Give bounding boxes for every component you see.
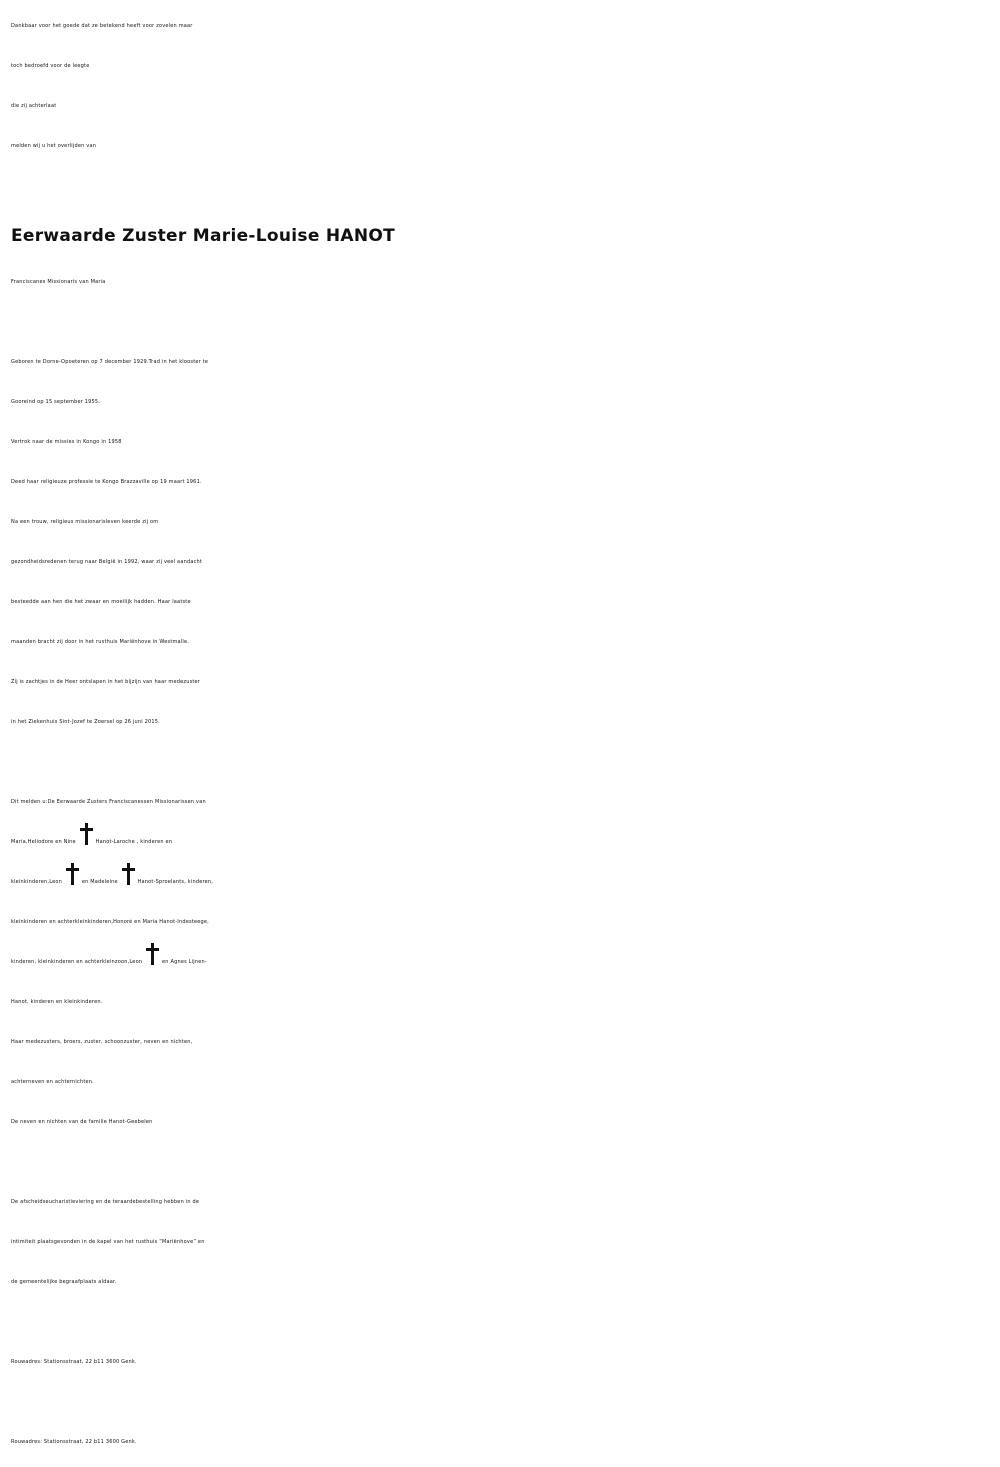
- spacer: [11, 1302, 1000, 1342]
- intro-line: melden wij u het overlijden van: [11, 143, 97, 149]
- cross-icon: [146, 943, 158, 965]
- cross-icon: [122, 863, 134, 885]
- biography-line: Deed haar religieuze professie te Kongo Brazzaville op 19 maart 1961.: [11, 479, 202, 485]
- deceased-name: Eerwaarde Zuster Marie-Louise HANOT: [11, 226, 396, 246]
- family-line: De neven en nichten van de familie Hanot-Geebelen: [11, 1119, 153, 1125]
- biography-line: in het Ziekenhuis Sint-Jozef te Zoersel op 26 juni 2015.: [11, 719, 160, 725]
- biography-line: Geboren te Dorne-Opoeteren op 7 december 1929.Trad in het klooster te: [11, 359, 209, 365]
- biography-line: Gooreind op 15 september 1955.: [11, 399, 101, 405]
- ceremony-block: [11, 1182, 1000, 1302]
- congregation: Franciscanes Missionaris van Maria: [11, 279, 106, 285]
- biography-line: maanden bracht zij door in het rusthuis Mariënhove in Westmalle.: [11, 639, 190, 645]
- family-block: [11, 782, 1000, 1142]
- spacer: [11, 302, 1000, 342]
- family-line: Haar medezusters, broers, zuster, schoonzuster, neven en nichten,: [11, 1039, 193, 1045]
- intro-line: toch bedroefd voor de leegte: [11, 63, 90, 69]
- intro-line: Dankbaar voor het goede dat ze betekend heeft voor zovelen maar: [11, 23, 193, 29]
- family-line: Dit melden u:De Eerwaarde Zusters Franciscanessen Missionarissen van: [11, 799, 206, 805]
- family-text: Maria,Heliodore en Nine: [11, 839, 76, 845]
- family-text: en Agnes Lijnen-: [162, 959, 207, 965]
- cross-icon: [80, 823, 92, 845]
- family-text: en Madeleine: [81, 879, 118, 885]
- mourning-address: Rouwadres: Stationsstraat, 22 b11 3600 Genk.: [11, 1359, 137, 1365]
- family-text: kinderen, kleinkinderen en achterkleinzoon,Leon: [11, 959, 143, 965]
- family-line: Hanot, kinderen en kleinkinderen.: [11, 999, 103, 1005]
- family-line: [11, 822, 1000, 862]
- family-line: [11, 942, 1000, 982]
- ceremony-line: intimiteit plaatsgevonden in de kapel van het rusthuis “Mariënhove” en: [11, 1239, 205, 1245]
- family-text: kleinkinderen,Leon: [11, 879, 63, 885]
- biography-line: Zij is zachtjes in de Heer ontslapen in het bijzijn van haar medezuster: [11, 679, 201, 685]
- spacer: [11, 742, 1000, 782]
- biography-line: Na een trouw, religieus missionarisleven keerde zij om: [11, 519, 159, 525]
- mourning-address: Rouwadres: Stationsstraat, 22 b11 3600 Genk.: [11, 1439, 137, 1445]
- spacer: [11, 1142, 1000, 1182]
- spacer: [11, 1382, 1000, 1422]
- biography-line: gezondheidsredenen terug naar België in 1992, waar zij veel aandacht: [11, 559, 203, 565]
- family-text: Hanot-Sproelants, kinderen,: [137, 879, 214, 885]
- family-line: achterneven en achternichten.: [11, 1079, 94, 1085]
- intro-line: die zij achterlaat: [11, 103, 57, 109]
- intro-block: [11, 6, 1000, 166]
- biography-line: Vertrok naar de missies in Kongo in 1958: [11, 439, 122, 445]
- ceremony-line: de gemeentelijke begraafplaats aldaar.: [11, 1279, 117, 1285]
- ceremony-line: De afscheidseucharistieviering en de teraardebestelling hebben in de: [11, 1199, 200, 1205]
- family-line: kleinkinderen en achterkleinkinderen,Honoré en Maria Hanot-Indesteege,: [11, 919, 209, 925]
- biography-line: besteedde aan hen die het zwaar en moeilijk hadden. Haar laatste: [11, 599, 191, 605]
- family-text: Hanot-Laroche , kinderen en: [95, 839, 173, 845]
- cross-icon: [66, 863, 78, 885]
- biography-block: [11, 342, 1000, 742]
- family-line: [11, 862, 1000, 902]
- spacer: [11, 166, 1000, 206]
